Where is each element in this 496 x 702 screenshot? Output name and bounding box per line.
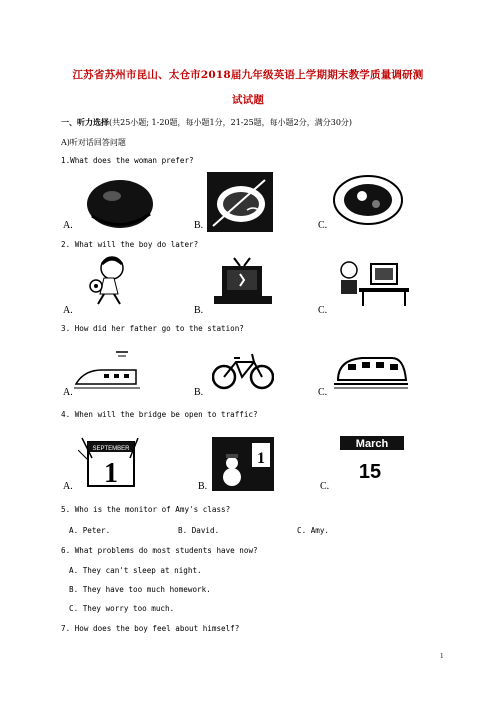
q1-option-c-label: C. xyxy=(318,220,328,231)
q5-option-a: A. Peter. xyxy=(69,526,111,535)
q1-option-b-label: B. xyxy=(194,220,204,231)
question-1: 1.What does the woman prefer? xyxy=(61,156,194,165)
question-2: 2. What will the boy do later? xyxy=(61,240,199,249)
desk-computer-image xyxy=(335,258,411,306)
q4-option-b-label: B. xyxy=(198,481,208,492)
plate-with-fork-image xyxy=(207,172,273,232)
boy-playing-football-image xyxy=(86,256,134,306)
q6-option-b: B. They have too much homework. xyxy=(69,585,211,594)
march-day-text: 15 xyxy=(358,461,382,483)
march-calendar-image xyxy=(340,436,404,486)
september-day-text: 1 xyxy=(104,458,118,489)
question-4: 4. When will the bridge be open to traffic? xyxy=(61,410,258,419)
q3-option-b-label: B. xyxy=(194,387,204,398)
television-image xyxy=(214,256,272,306)
question-7: 7. How does the boy feel about himself? xyxy=(61,624,240,633)
section-heading xyxy=(61,117,352,128)
q2-option-a-label: A. xyxy=(63,305,73,316)
q2-option-b-label: B. xyxy=(194,305,204,316)
q4-option-a-label: A. xyxy=(63,481,73,492)
bicycle-image xyxy=(212,350,274,390)
march-month-text: March xyxy=(355,438,389,450)
snowman-day-text: 1 xyxy=(257,450,265,467)
train-image xyxy=(334,350,408,392)
section-heading-bold: 一、听力选择 xyxy=(61,117,109,127)
q1-option-a-label: A. xyxy=(63,220,73,231)
high-speed-train-image xyxy=(74,348,140,394)
exam-title-line2: 试试题 xyxy=(231,94,265,106)
question-5: 5. Who is the monitor of Amy's class? xyxy=(61,505,231,514)
exam-title-line1: 江苏省苏州市昆山、太仓市2018届九年级英语上学期期末教学质量调研测 xyxy=(72,69,424,81)
question-6: 6. What problems do most students have now? xyxy=(61,546,258,555)
q5-option-c: C. Amy. xyxy=(297,526,330,535)
q6-option-a: A. They can't sleep at night. xyxy=(69,566,202,575)
page-number: 1 xyxy=(440,652,444,660)
q2-option-c-label: C. xyxy=(318,305,328,316)
q3-option-c-label: C. xyxy=(318,387,328,398)
snowman-calendar-image xyxy=(212,437,274,491)
section-heading-rest: (共25小题; 1-20题，每小题1分，21-25题，每小题2分，满分30分) xyxy=(109,118,353,127)
q6-option-c: C. They worry too much. xyxy=(69,604,175,613)
plate-of-food-image xyxy=(332,174,404,226)
september-calendar-image xyxy=(78,428,142,490)
subsection-a: A)听对话回答问题 xyxy=(61,138,126,147)
q5-option-b: B. David. xyxy=(178,526,220,535)
q3-option-a-label: A. xyxy=(63,387,73,398)
q4-option-c-label: C. xyxy=(320,481,330,492)
food-bowl-image xyxy=(82,170,162,232)
september-month-text: SEPTEMBER xyxy=(92,446,130,452)
question-3: 3. How did her father go to the station? xyxy=(61,324,244,333)
